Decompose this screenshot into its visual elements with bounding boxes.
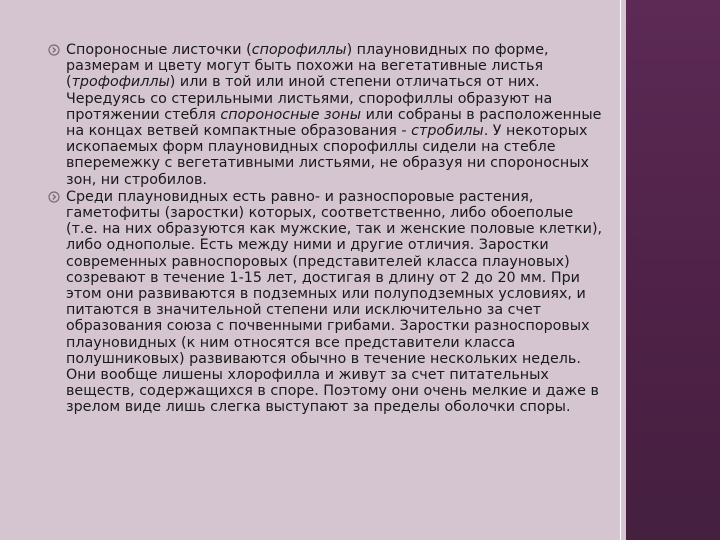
term-sporophylls: спорофиллы (251, 42, 347, 58)
text-segment: . У некоторых ископаемых форм плауновидных спорофиллы сидели на стебле вперемежку с вегетативными листьями, не образуя ни спороносных зон, ни стробилов. (66, 123, 589, 188)
decorative-sidebar (626, 0, 720, 540)
sidebar-divider (620, 0, 621, 540)
text-segment: Спороносные листочки ( (66, 42, 252, 58)
text-segment: или собраны в расположенные на концах ветвей компактные образования - (66, 106, 602, 140)
term-strobili: стробилы (411, 123, 484, 140)
term-trophophylls: трофофиллы (71, 74, 170, 91)
bullet-list (48, 42, 608, 417)
bullet-item-gametophytes (48, 189, 608, 416)
text-segment: ) или в той или иной степени отличаться от них. Чередуясь со стерильными листьями, спорофиллы образуют на протяжении стебля (66, 74, 553, 123)
circle-arrow-bullet-icon (48, 44, 60, 56)
text-segment: ) плауновидных по форме, размерам и цвету могут быть похожи на вегетативные листья ( (66, 42, 549, 91)
bullet-item-sporophylls (48, 42, 608, 188)
bullet-text: Среди плауновидных есть равно- и разноспоровые растения, гаметофиты (заростки) которых, соответственно, либо обоеполые (т.е. на них образуются как мужские, так и женские половые клетки), либо однополые. Есть между ними и другие отличия. Заростки современных равноспоровых (представителей класса плауновых) созревают в течение 1-15 лет, достигая в длину от 2 до 20 мм. При этом они развиваются в подземных или полуподземных условиях, и питаются в значительной степени или исключительно за счет образования союза с почвенными грибами. Заростки разноспоровых плауновидных (к ним относятся все представители класса полушниковых) развиваются обычно в течение нескольких недель. Они вообще лишены хлорофилла и живут за счет питательных веществ, содержащихся в споре. Поэтому они очень мелкие и даже в зрелом виде лишь слегка выступают за пределы оболочки споры. (66, 188, 603, 416)
circle-arrow-bullet-icon (48, 191, 60, 203)
bullet-text (66, 42, 601, 188)
term-sporogenous-zones: спороносные зоны (220, 106, 362, 123)
